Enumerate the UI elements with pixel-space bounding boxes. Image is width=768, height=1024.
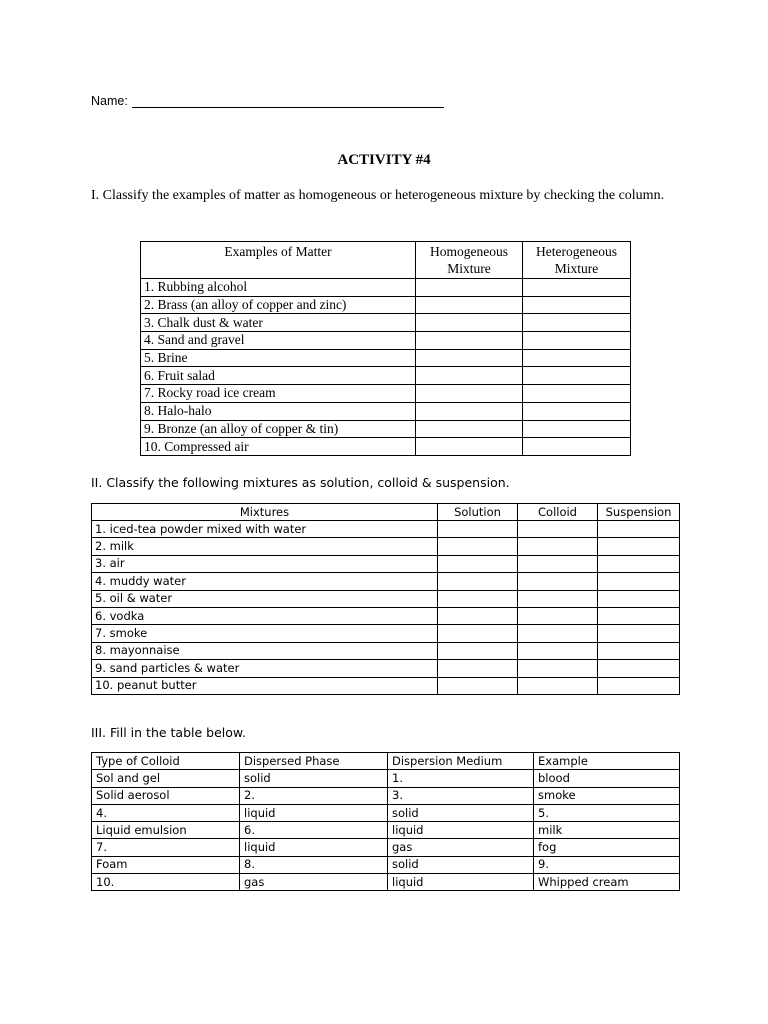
table-row bbox=[141, 367, 631, 385]
suspension-check-cell[interactable] bbox=[598, 555, 680, 572]
example-cell[interactable]: 9. bbox=[534, 856, 680, 873]
table-row bbox=[92, 822, 680, 839]
mixture-name: 1. iced-tea powder mixed with water bbox=[92, 521, 438, 538]
homogeneous-check-cell[interactable] bbox=[416, 279, 523, 297]
dispersed-phase-cell[interactable]: solid bbox=[240, 770, 388, 787]
colloid-check-cell[interactable] bbox=[518, 677, 598, 694]
matter-example: 4. Sand and gravel bbox=[141, 332, 416, 350]
homogeneous-check-cell[interactable] bbox=[416, 420, 523, 438]
solution-check-cell[interactable] bbox=[438, 573, 518, 590]
suspension-check-cell[interactable] bbox=[598, 590, 680, 607]
matter-example: 6. Fruit salad bbox=[141, 367, 416, 385]
heterogeneous-check-cell[interactable] bbox=[523, 402, 631, 420]
matter-example: 10. Compressed air bbox=[141, 438, 416, 456]
col-suspension: Suspension bbox=[598, 504, 680, 521]
colloid-type-cell[interactable]: Solid aerosol bbox=[92, 787, 240, 804]
colloid-type-cell[interactable]: Foam bbox=[92, 856, 240, 873]
table-row bbox=[92, 590, 680, 607]
name-blank-line[interactable] bbox=[132, 95, 444, 108]
table-row bbox=[141, 279, 631, 297]
homogeneous-check-cell[interactable] bbox=[416, 385, 523, 403]
table-row bbox=[141, 296, 631, 314]
example-cell[interactable]: fog bbox=[534, 839, 680, 856]
solution-check-cell[interactable] bbox=[438, 660, 518, 677]
homogeneous-check-cell[interactable] bbox=[416, 332, 523, 350]
col-heterogeneous: Heterogeneous Mixture bbox=[523, 242, 631, 279]
homogeneous-check-cell[interactable] bbox=[416, 314, 523, 332]
colloid-check-cell[interactable] bbox=[518, 607, 598, 624]
table-row bbox=[92, 642, 680, 659]
part1-instruction: I. Classify the examples of matter as homogeneous or heterogeneous mixture by checking the column. bbox=[91, 188, 665, 203]
matter-example: 8. Halo-halo bbox=[141, 402, 416, 420]
table-row bbox=[141, 420, 631, 438]
col-dispersion-medium: Dispersion Medium bbox=[388, 753, 534, 770]
table-row bbox=[141, 402, 631, 420]
homogeneous-check-cell[interactable] bbox=[416, 367, 523, 385]
solution-colloid-suspension-table bbox=[91, 503, 680, 695]
dispersion-medium-cell[interactable]: 1. bbox=[388, 770, 534, 787]
mixture-name: 5. oil & water bbox=[92, 590, 438, 607]
suspension-check-cell[interactable] bbox=[598, 642, 680, 659]
colloid-check-cell[interactable] bbox=[518, 521, 598, 538]
colloid-type-cell[interactable]: Liquid emulsion bbox=[92, 822, 240, 839]
heterogeneous-check-cell[interactable] bbox=[523, 314, 631, 332]
dispersed-phase-cell[interactable]: gas bbox=[240, 874, 388, 891]
matter-example: 1. Rubbing alcohol bbox=[141, 279, 416, 297]
suspension-check-cell[interactable] bbox=[598, 521, 680, 538]
name-label: Name: bbox=[91, 94, 128, 108]
table-row bbox=[92, 770, 680, 787]
table-row bbox=[141, 349, 631, 367]
colloid-check-cell[interactable] bbox=[518, 590, 598, 607]
table-row bbox=[92, 804, 680, 821]
heterogeneous-check-cell[interactable] bbox=[523, 332, 631, 350]
table-row bbox=[92, 856, 680, 873]
table-row bbox=[92, 538, 680, 555]
part3-instruction: III. Fill in the table below. bbox=[91, 725, 246, 740]
suspension-check-cell[interactable] bbox=[598, 573, 680, 590]
example-cell[interactable]: milk bbox=[534, 822, 680, 839]
activity-title: ACTIVITY #4 bbox=[337, 152, 431, 168]
matter-example: 9. Bronze (an alloy of copper & tin) bbox=[141, 420, 416, 438]
table-row bbox=[92, 787, 680, 804]
heterogeneous-check-cell[interactable] bbox=[523, 438, 631, 456]
col-examples-of-matter: Examples of Matter bbox=[141, 242, 416, 279]
heterogeneous-check-cell[interactable] bbox=[523, 367, 631, 385]
suspension-check-cell[interactable] bbox=[598, 607, 680, 624]
mixture-name: 6. vodka bbox=[92, 607, 438, 624]
colloid-check-cell[interactable] bbox=[518, 555, 598, 572]
col-type-of-colloid: Type of Colloid bbox=[92, 753, 240, 770]
solution-check-cell[interactable] bbox=[438, 607, 518, 624]
col-homogeneous: Homogeneous Mixture bbox=[416, 242, 523, 279]
dispersion-medium-cell[interactable]: 3. bbox=[388, 787, 534, 804]
part2-instruction: II. Classify the following mixtures as solution, colloid & suspension. bbox=[91, 475, 510, 490]
col-dispersed-phase: Dispersed Phase bbox=[240, 753, 388, 770]
mixture-name: 3. air bbox=[92, 555, 438, 572]
mixture-name: 4. muddy water bbox=[92, 573, 438, 590]
table-row bbox=[141, 385, 631, 403]
dispersed-phase-cell[interactable]: liquid bbox=[240, 839, 388, 856]
name-field[interactable] bbox=[91, 94, 444, 108]
table-row bbox=[92, 607, 680, 624]
table-row bbox=[92, 625, 680, 642]
table-row bbox=[92, 521, 680, 538]
colloid-check-cell[interactable] bbox=[518, 538, 598, 555]
matter-example: 5. Brine bbox=[141, 349, 416, 367]
dispersion-medium-cell[interactable]: solid bbox=[388, 804, 534, 821]
table-row bbox=[92, 839, 680, 856]
dispersed-phase-cell[interactable]: 2. bbox=[240, 787, 388, 804]
table-row bbox=[92, 677, 680, 694]
mixture-name: 10. peanut butter bbox=[92, 677, 438, 694]
table-row bbox=[92, 874, 680, 891]
col-solution: Solution bbox=[438, 504, 518, 521]
table-row bbox=[141, 438, 631, 456]
solution-check-cell[interactable] bbox=[438, 677, 518, 694]
example-cell[interactable]: Whipped cream bbox=[534, 874, 680, 891]
mixture-name: 2. milk bbox=[92, 538, 438, 555]
matter-example: 2. Brass (an alloy of copper and zinc) bbox=[141, 296, 416, 314]
dispersion-medium-cell[interactable]: liquid bbox=[388, 822, 534, 839]
example-cell[interactable]: smoke bbox=[534, 787, 680, 804]
mixture-name: 7. smoke bbox=[92, 625, 438, 642]
example-cell[interactable]: blood bbox=[534, 770, 680, 787]
table-row bbox=[141, 314, 631, 332]
suspension-check-cell[interactable] bbox=[598, 625, 680, 642]
heterogeneous-check-cell[interactable] bbox=[523, 279, 631, 297]
heterogeneous-check-cell[interactable] bbox=[523, 349, 631, 367]
solution-check-cell[interactable] bbox=[438, 521, 518, 538]
homogeneous-check-cell[interactable] bbox=[416, 402, 523, 420]
solution-check-cell[interactable] bbox=[438, 642, 518, 659]
dispersed-phase-cell[interactable]: liquid bbox=[240, 804, 388, 821]
table-row bbox=[92, 573, 680, 590]
colloid-check-cell[interactable] bbox=[518, 642, 598, 659]
solution-check-cell[interactable] bbox=[438, 555, 518, 572]
heterogeneous-check-cell[interactable] bbox=[523, 385, 631, 403]
solution-check-cell[interactable] bbox=[438, 538, 518, 555]
colloid-type-cell[interactable]: 10. bbox=[92, 874, 240, 891]
colloid-type-cell[interactable]: Sol and gel bbox=[92, 770, 240, 787]
dispersed-phase-cell[interactable]: 6. bbox=[240, 822, 388, 839]
suspension-check-cell[interactable] bbox=[598, 660, 680, 677]
heterogeneous-check-cell[interactable] bbox=[523, 296, 631, 314]
mixture-name: 8. mayonnaise bbox=[92, 642, 438, 659]
suspension-check-cell[interactable] bbox=[598, 538, 680, 555]
colloid-types-table bbox=[91, 752, 680, 891]
matter-example: 7. Rocky road ice cream bbox=[141, 385, 416, 403]
dispersion-medium-cell[interactable]: gas bbox=[388, 839, 534, 856]
homogeneous-check-cell[interactable] bbox=[416, 438, 523, 456]
homogeneous-check-cell[interactable] bbox=[416, 349, 523, 367]
example-cell[interactable]: 5. bbox=[534, 804, 680, 821]
heterogeneous-check-cell[interactable] bbox=[523, 420, 631, 438]
table-row bbox=[141, 332, 631, 350]
homogeneous-heterogeneous-table bbox=[140, 241, 631, 456]
solution-check-cell[interactable] bbox=[438, 625, 518, 642]
colloid-type-cell[interactable]: 7. bbox=[92, 839, 240, 856]
dispersion-medium-cell[interactable]: solid bbox=[388, 856, 534, 873]
matter-example: 3. Chalk dust & water bbox=[141, 314, 416, 332]
colloid-check-cell[interactable] bbox=[518, 625, 598, 642]
mixture-name: 9. sand particles & water bbox=[92, 660, 438, 677]
table-row bbox=[92, 555, 680, 572]
colloid-check-cell[interactable] bbox=[518, 660, 598, 677]
col-colloid: Colloid bbox=[518, 504, 598, 521]
dispersion-medium-cell[interactable]: liquid bbox=[388, 874, 534, 891]
table-row bbox=[92, 660, 680, 677]
solution-check-cell[interactable] bbox=[438, 590, 518, 607]
dispersed-phase-cell[interactable]: 8. bbox=[240, 856, 388, 873]
col-example: Example bbox=[534, 753, 680, 770]
colloid-type-cell[interactable]: 4. bbox=[92, 804, 240, 821]
suspension-check-cell[interactable] bbox=[598, 677, 680, 694]
col-mixtures: Mixtures bbox=[92, 504, 438, 521]
colloid-check-cell[interactable] bbox=[518, 573, 598, 590]
homogeneous-check-cell[interactable] bbox=[416, 296, 523, 314]
